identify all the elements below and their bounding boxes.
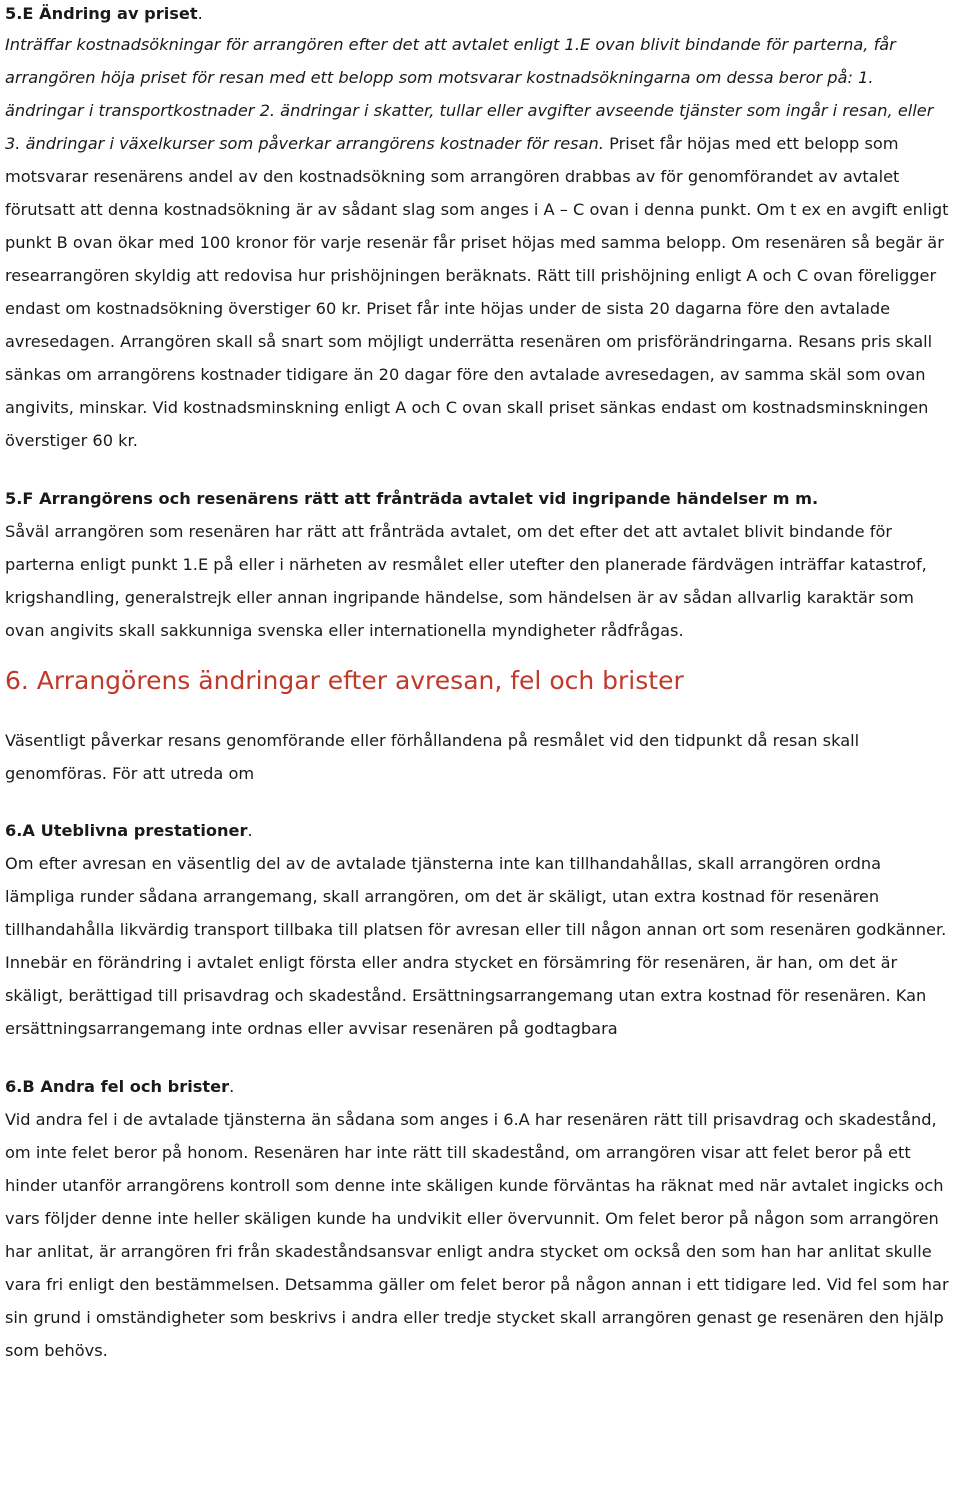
section-5e-heading-dot: . (197, 4, 203, 23)
section-5e (5, 0, 952, 457)
section-6 (5, 661, 952, 790)
section-6a-heading: 6.A Uteblivna prestationer (5, 821, 248, 840)
section-6a-heading-dot: . (247, 821, 253, 840)
section-6-heading: 6. Arrangörens ändringar efter avresan, fel och brister (5, 666, 684, 695)
section-5e-paragraph (5, 28, 952, 457)
section-6b (5, 1070, 952, 1367)
section-6a-body: Om efter avresan en väsentlig del av de avtalade tjänsterna inte kan tillhandahållas, skall arrangören ordna lämpliga runder sådana arrangemang, skall arrangören, om det är skäligt, utan extra kostnad för resenären tillhandahålla likvärdig transport tillbaka till platsen för avresan eller till någon annan ort som resenären godkänner. Innebär en förändring i avtalet enligt första eller andra stycket en försämring för resenären, är han, om det är skäligt, berättigad till prisavdrag och skadestånd. Ersättningsarrangemang utan extra kostnad för resenären. Kan ersättningsarrangemang inte ordnas eller avvisar resenären på godtagbara (5, 854, 947, 1038)
section-5e-heading-line (5, 0, 952, 28)
section-5f-heading: 5.F Arrangörens och resenärens rätt att frånträda avtalet vid ingripande händelser m m. (5, 489, 819, 508)
section-6a (5, 814, 952, 1045)
section-6b-heading-line (5, 1070, 952, 1103)
section-6b-heading: 6.B Andra fel och brister (5, 1077, 230, 1096)
section-6b-heading-dot: . (229, 1077, 235, 1096)
section-6-body: Väsentligt påverkar resans genomförande eller förhållandena på resmålet vid den tidpunkt då resan skall genomföras. För att utreda om (5, 731, 860, 783)
section-6a-heading-line (5, 814, 952, 847)
section-5f (5, 482, 952, 647)
section-5f-body: Såväl arrangören som resenären har rätt att frånträda avtalet, om det efter det att avtalet blivit bindande för parterna enligt punkt 1.E på eller i närheten av resmålet eller utefter den planerade färdvägen inträffar katastrof, krigshandling, generalstrejk eller annan ingripande händelse, som händelsen är av sådan allvarlig karaktär som ovan angivits skall sakkunniga svenska eller internationella myndigheter rådfrågas. (5, 522, 927, 640)
section-5e-italic-text: Inträffar kostnadsökningar för arrangören efter det att avtalet enligt 1.E ovan blivit bindande för parterna, får arrangören höja priset för resan med ett belopp som motsvarar kostnadsökningarna om dessa beror på: 1. ändringar i transportkostnader 2. ändringar i skatter, tullar eller avgifter avseende tjänster som ingår i resan, eller 3. ändringar i växelkurser som påverkar arrangörens kostnader för resan. (5, 35, 934, 153)
section-6b-body: Vid andra fel i de avtalade tjänsterna än sådana som anges i 6.A har resenären rätt till prisavdrag och skadestånd, om inte felet beror på honom. Resenären har inte rätt till skadestånd, om arrangören visar att felet beror på ett hinder utanför arrangörens kontroll som denne inte skäligen kunde förväntas ha räknat med när avtalet ingicks och vars följder denne inte heller skäligen kunde ha undvikit eller övervunnit. Om felet beror på någon som arrangören har anlitat, är arrangören fri från skadeståndsansvar enligt andra stycket om också den som han har anlitat skulle vara fri enligt den bestämmelsen. Detsamma gäller om felet beror på någon annan i ett tidigare led. Vid fel som har sin grund i omständigheter som beskrivs i andra eller tredje stycket skall arrangören genast ge resenären den hjälp som behövs. (5, 1110, 949, 1360)
section-5e-heading: 5.E Ändring av priset (5, 4, 198, 23)
section-5e-body: Priset får höjas med ett belopp som motsvarar resenärens andel av den kostnadsökning som arrangören drabbas av för genomförandet av avtalet förutsatt att denna kostnadsökning är av sådant slag som anges i A – C ovan i denna punkt. Om t ex en avgift enligt punkt B ovan ökar med 100 kronor för varje resenär får priset höjas med samma belopp. Om resenären så begär är researrangören skyldig att redovisa hur prishöjningen beräknats. Rätt till prishöjning enligt A och C ovan föreligger endast om kostnadsökning överstiger 60 kr. Priset får inte höjas under de sista 20 dagarna före den avtalade avresedagen. Arrangören skall så snart som möjligt underrätta resenären om prisförändringarna. Resans pris skall sänkas om arrangörens kostnader tidigare än 20 dagar före den avtalade avresedagen, av samma skäl som ovan angivits, minskar. Vid kostnadsminskning enligt A och C ovan skall priset sänkas endast om kostnadsminskningen överstiger 60 kr. (5, 134, 949, 450)
